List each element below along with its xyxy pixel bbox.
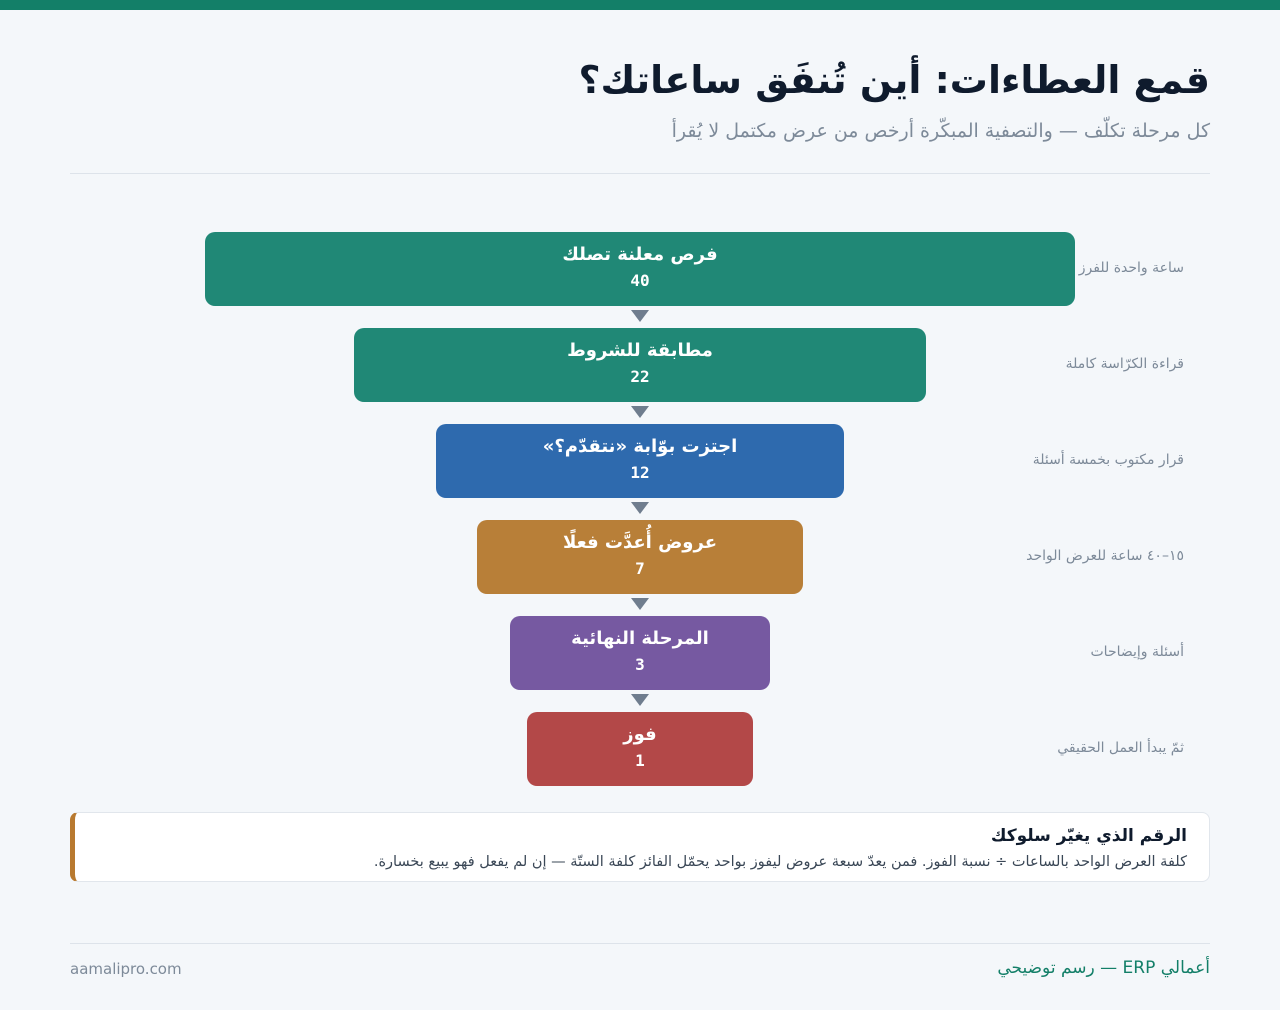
down-arrow-icon: [631, 598, 649, 610]
stage-label: فرص معلنة تصلك: [562, 244, 718, 265]
down-arrow-icon: [631, 694, 649, 706]
stage-count: 12: [630, 463, 650, 482]
top-accent-bar: [0, 0, 1280, 10]
stage-count: 7: [635, 559, 645, 578]
down-arrow-icon: [631, 310, 649, 322]
key-number-callout: [70, 812, 1210, 882]
funnel-stage-win: [527, 712, 753, 786]
stage-label: اجتزت بوّابة «نتقدّم؟»: [542, 436, 738, 457]
stage-note: ١٥–٤٠ ساعة للعرض الواحد: [1026, 548, 1184, 564]
page-title: قمع العطاءات: أين تُنفَق ساعاتك؟: [578, 58, 1210, 102]
footer-brand: أعمالي ERP — رسم توضيحي: [997, 958, 1210, 978]
funnel-stage-final-round: [510, 616, 770, 690]
stage-label: المرحلة النهائية: [571, 628, 709, 649]
stage-label: فوز: [623, 724, 657, 745]
footer-divider: [70, 943, 1210, 944]
stage-count: 1: [635, 751, 645, 770]
funnel-stage-gate-passed: [436, 424, 844, 498]
header-divider: [70, 173, 1210, 174]
funnel-stage-eligible: [354, 328, 926, 402]
stage-note: قرار مكتوب بخمسة أسئلة: [1032, 452, 1184, 468]
funnel-stage-bids-prepared: [477, 520, 803, 594]
funnel-stage-announced: [205, 232, 1075, 306]
stage-note: ثمّ يبدأ العمل الحقيقي: [1057, 740, 1184, 756]
stage-note: قراءة الكرّاسة كاملة: [1065, 356, 1184, 372]
callout-title: الرقم الذي يغيّر سلوكك: [990, 826, 1187, 846]
stage-note: أسئلة وإيضاحات: [1090, 644, 1184, 660]
down-arrow-icon: [631, 406, 649, 418]
stage-note: ساعة واحدة للفرز: [1078, 260, 1184, 276]
stage-count: 3: [635, 655, 645, 674]
stage-count: 22: [630, 367, 650, 386]
callout-text: كلفة العرض الواحد بالساعات ÷ نسبة الفوز. فمن يعدّ سبعة عروض ليفوز بواحد يحمّل الفائز كلفة الستّة — إن لم يفعل فهو يبيع بخسارة.: [373, 854, 1187, 870]
stage-label: مطابقة للشروط: [567, 340, 713, 361]
down-arrow-icon: [631, 502, 649, 514]
stage-count: 40: [630, 271, 650, 290]
footer-site-link[interactable]: aamalipro.com: [70, 960, 182, 978]
page-subtitle: كل مرحلة تكلّف — والتصفية المبكّرة أرخص من عرض مكتمل لا يُقرأ: [671, 120, 1210, 142]
stage-label: عروض أُعدَّت فعلًا: [563, 532, 717, 553]
